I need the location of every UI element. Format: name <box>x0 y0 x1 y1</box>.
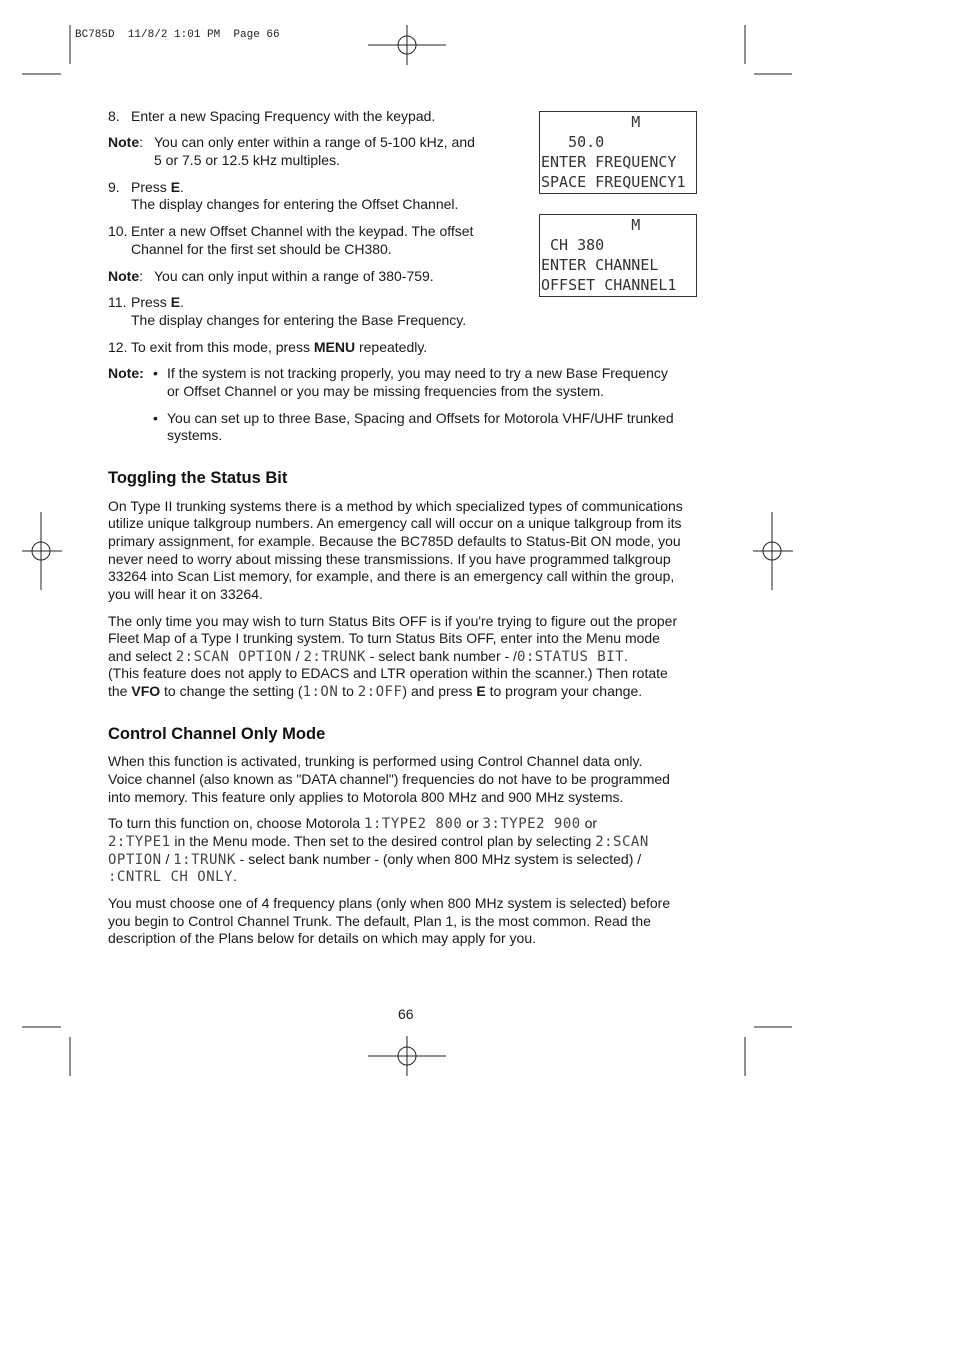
lcd-2-line-4: OFFSET CHANNEL1 <box>541 276 677 294</box>
lcd-text-on: 1:ON <box>302 684 339 700</box>
step-9-number: 9. <box>108 179 120 195</box>
lcd-display-offset <box>539 214 697 297</box>
paragraph-line: description of the Plans below for details on which may apply for you. <box>108 930 537 946</box>
paragraph-line: When this function is activated, trunking is performed using Control Channel data only. <box>108 753 643 769</box>
paragraph-line: you begin to Control Channel Trunk. The default, Plan 1, is the most common. Read the <box>108 913 651 929</box>
note-1-line-1: You can only enter within a range of 5-100 kHz, and <box>154 134 475 150</box>
step-8-number: 8. <box>108 108 120 124</box>
note-3-bullet-1-line-1: If the system is not tracking properly, you may need to try a new Base Frequency <box>167 365 668 381</box>
lcd-text-scan: 2:SCAN <box>595 834 649 850</box>
step-12-number: 12. <box>108 339 128 355</box>
step-9-line-2: The display changes for entering the Offset Channel. <box>131 196 459 212</box>
paragraph-line: primary assignment, for example. Because the BC785D defaults to Status-Bit ON mode, you <box>108 533 681 549</box>
step-11-number: 11. <box>108 294 127 310</box>
paragraph-line: You must choose one of 4 frequency plans (only when 800 MHz system is selected) before <box>108 895 671 911</box>
lcd-text-trunk-2: 1:TRUNK <box>173 852 236 868</box>
lcd-1-line-4: SPACE FREQUENCY1 <box>541 173 686 191</box>
note-3-bullet-2: • <box>153 410 158 426</box>
step-12-text: To exit from this mode, press MENU repeatedly. <box>131 339 428 355</box>
note-3-bullet-1-line-2: or Offset Channel or you may be missing frequencies from the system. <box>167 383 605 399</box>
paragraph-line: Fleet Map of a Type I trunking system. To turn Status Bits OFF, enter into the Menu mode <box>108 630 660 646</box>
paragraph-line: OPTION / 1:TRUNK - select bank number - (only when 800 MHz system is selected) / <box>108 851 642 868</box>
paragraph-line: never need to worry about missing these transmissions. If you have programmed talkgroup <box>108 551 671 567</box>
step-10-number: 10. <box>108 223 128 239</box>
paragraph-line: 2:TYPE1 in the Menu mode. Then set to the desired control plan by selecting 2:SCAN <box>108 833 649 850</box>
paragraph-line: and select 2:SCAN OPTION / 2:TRUNK - select bank number - /0:STATUS BIT. <box>108 648 628 665</box>
step-11-line-1: Press E. <box>131 294 184 310</box>
note-2-label: Note: <box>108 268 144 284</box>
paragraph-line: On Type II trunking systems there is a method by which specialized types of communications <box>108 498 683 514</box>
paragraph-line: The only time you may wish to turn Status Bits OFF is if you're trying to figure out the proper <box>108 613 678 629</box>
lcd-1-line-2: 50.0 <box>541 133 605 151</box>
lcd-text-type1: 2:TYPE1 <box>108 834 171 850</box>
step-10-line-1: Enter a new Offset Channel with the keypad. The offset <box>131 223 474 239</box>
lcd-text-cntrl-ch-only: :CNTRL CH ONLY <box>108 869 234 885</box>
registration-mark-left <box>22 512 62 590</box>
paragraph-line: Voice channel (also known as "DATA channel") frequencies do not have to be programmed <box>108 771 670 787</box>
lcd-text-type2-900: 3:TYPE2 900 <box>482 816 581 832</box>
lcd-1-line-1: M <box>541 113 641 131</box>
print-slug: BC785D 11/8/2 1:01 PM Page 66 <box>75 29 280 41</box>
lcd-text-trunk: 2:TRUNK <box>303 649 366 665</box>
paragraph-line: the VFO to change the setting (1:ON to 2:OFF) and press E to program your change. <box>108 683 643 700</box>
lcd-1-line-3: ENTER FREQUENCY <box>541 153 677 171</box>
note-3-label: Note: <box>108 365 144 381</box>
paragraph-line: utilize unique talkgroup numbers. An emergency call will occur on a unique talkgroup from its <box>108 515 682 531</box>
step-8-text: Enter a new Spacing Frequency with the keypad. <box>131 108 436 124</box>
note-3-bullet-2-line-1: You can set up to three Base, Spacing and Offsets for Motorola VHF/UHF trunked <box>167 410 674 426</box>
lcd-text-type2-800: 1:TYPE2 800 <box>364 816 463 832</box>
registration-mark-right <box>753 512 793 590</box>
section-heading-control-channel: Control Channel Only Mode <box>108 725 326 743</box>
lcd-display-spacing <box>539 111 697 194</box>
paragraph-line: (This feature does not apply to EDACS and LTR operation within the scanner.) Then rotate <box>108 665 668 681</box>
note-3-bullet-2-line-2: systems. <box>167 427 223 443</box>
paragraph-line: into memory. This feature only applies to Motorola 800 MHz and 900 MHz systems. <box>108 789 624 805</box>
paragraph-line: you will hear it on 33264. <box>108 586 263 602</box>
lcd-text-option: OPTION <box>108 852 162 868</box>
lcd-2-line-2: CH 380 <box>541 236 605 254</box>
lcd-text-scan-option: 2:SCAN OPTION <box>175 649 292 665</box>
section-heading-status-bit: Toggling the Status Bit <box>108 469 288 487</box>
lcd-2-line-1: M <box>541 216 641 234</box>
lcd-2-line-3: ENTER CHANNEL <box>541 256 659 274</box>
paragraph-line: :CNTRL CH ONLY. <box>108 868 237 885</box>
step-11-line-2: The display changes for entering the Base Frequency. <box>131 312 467 328</box>
note-2-text: You can only input within a range of 380-759. <box>154 268 434 284</box>
lcd-text-status-bit: 0:STATUS BIT <box>516 649 625 665</box>
note-3-bullet-1: • <box>153 365 158 381</box>
lcd-text-off: 2:OFF <box>357 684 403 700</box>
note-1-label: Note: <box>108 134 144 150</box>
paragraph-line: To turn this function on, choose Motorola 1:TYPE2 800 or 3:TYPE2 900 or <box>108 815 598 832</box>
page-number: 66 <box>398 1006 414 1022</box>
step-9-line-1: Press E. <box>131 179 184 195</box>
registration-mark-top <box>368 25 446 65</box>
paragraph-line: 33264 into Scan List memory, for example, and there is an emergency call within the group, <box>108 568 675 584</box>
note-1-line-2: 5 or 7.5 or 12.5 kHz multiples. <box>154 152 340 168</box>
step-10-line-2: Channel for the first set should be CH380. <box>131 241 392 257</box>
registration-mark-bottom <box>368 1036 446 1076</box>
